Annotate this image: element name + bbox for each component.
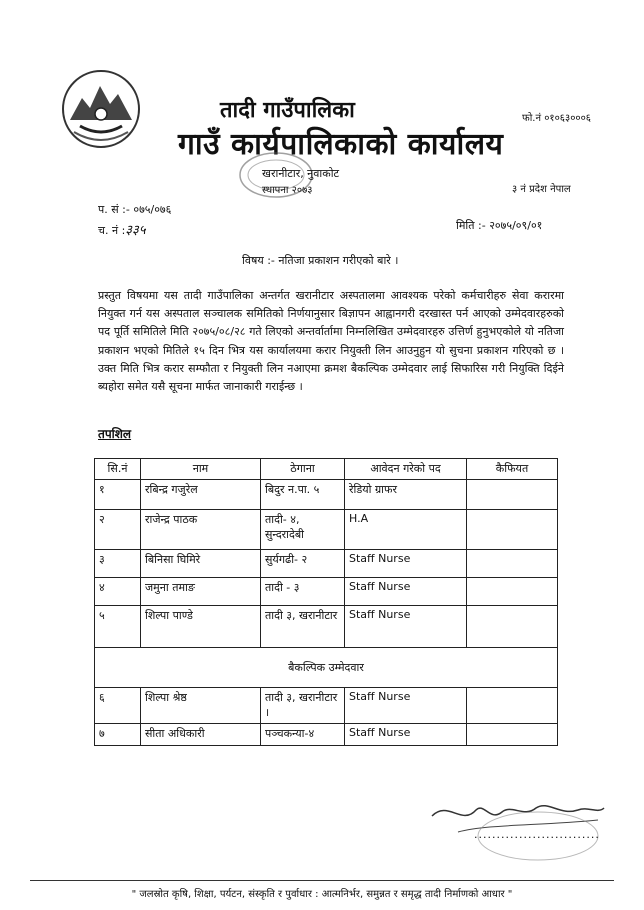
letter-body: प्रस्तुत विषयमा यस तादी गाउँपालिका अन्तर्गत खरानीटार अस्पतालमा आवश्यक परेको कर्मचारीहरु सेवा करारमा नियुक्त गर्न यस अस्पताल सञ्चालक समितिको निर्णयानुसार बिज्ञापन आह्वानगरी दरखास्त पर्न आएको उम्मेदवारहरुको पद पूर्ति समितिले मिति २०७५/०८/२८ गते लिएको अन्तर्वार्तामा निम्नलिखित उम्मेदवारहरु उत्तिर्ण हुनुभएकोले यो नतिजा प्रकाशन भएको मितिले १५ दिन भित्र यस कार्यालयमा करार नियुक्ती लिन आउनुहुन यो सुचना प्रकाशन गरिएको छ । उक्त मिति भित्र करार सम्फौता र नियुक्ती लिन नआएमा क्रमश बैकल्पिक उम्मेदवार लाई सिफारिस गरी नियुक्ति दिईने ब्यहोरा समेत यसै सूचना मार्फत जानाकारी गराईन्छ ।: [98, 289, 564, 394]
table-row: [95, 724, 558, 746]
row-post: H.A: [345, 510, 467, 550]
table-row: [95, 510, 558, 550]
gaupalika-name: तादी गाउँपालिका: [220, 98, 355, 123]
phone-number: फो.नं ०१०६३०००६: [522, 113, 592, 124]
table-row: [95, 578, 558, 606]
row-remarks: [467, 578, 558, 606]
results-table: [94, 458, 558, 746]
row-name: राजेन्द्र पाठक: [141, 510, 261, 550]
letter-subject: विषय :- नतिजा प्रकाशन गरीएको बारे ।: [242, 254, 399, 267]
header-name: नाम: [141, 459, 261, 480]
footer-divider: [30, 880, 614, 881]
office-address: खरानीटार, नुवाकोट: [262, 167, 340, 180]
letter-date: मिति :- २०७५/०९/०१: [456, 219, 543, 232]
row-remarks: [467, 510, 558, 550]
row-sn: ४: [95, 578, 141, 606]
header-address: ठेगाना: [261, 459, 345, 480]
row-sn: २: [95, 510, 141, 550]
office-title: गाउँ कार्यपालिकाको कार्यालय: [178, 127, 504, 162]
established-year: स्थापना २०७३: [262, 185, 313, 196]
header-remarks: कैफियत: [467, 459, 558, 480]
row-name: बिनिसा घिमिरे: [141, 550, 261, 578]
table-row: [95, 480, 558, 510]
row-remarks: [467, 550, 558, 578]
row-address: तादी ३, खरानीटार: [261, 606, 345, 648]
row-address: तादी - ३: [261, 578, 345, 606]
row-remarks: [467, 480, 558, 510]
alternate-label: बैकल्पिक उम्मेदवार: [95, 648, 558, 688]
alternate-section-row: [95, 648, 558, 688]
signature-line: ............................: [474, 828, 600, 841]
chalani-value: ३३५: [125, 223, 146, 238]
header-post: आवेदन गरेको पद: [345, 459, 467, 480]
nepal-emblem-icon: [60, 68, 142, 150]
row-remarks: [467, 688, 558, 724]
row-address: पञ्चकन्या-४: [261, 724, 345, 746]
row-sn: १: [95, 480, 141, 510]
table-row: [95, 606, 558, 648]
footer-motto: " जलस्रोत कृषि, शिक्षा, पर्यटन, संस्कृति र पुर्वाधार : आत्मनिर्भर, समुन्नत र समृद्ध तादी निर्माणको आधार ": [131, 889, 513, 900]
chalani-number: [98, 220, 146, 238]
row-sn: ५: [95, 606, 141, 648]
row-sn: ७: [95, 724, 141, 746]
table-header-row: [95, 459, 558, 480]
row-sn: ६: [95, 688, 141, 724]
province-label: ३ नं प्रदेश नेपाल: [512, 184, 571, 195]
header-sn: सि.नं: [95, 459, 141, 480]
row-address: तादी- ४, सुन्दरादेबी: [261, 510, 345, 550]
table-row: [95, 550, 558, 578]
row-address: तादी ३, खरानीटार ।: [261, 688, 345, 724]
row-name: शिल्पा पाण्डे: [141, 606, 261, 648]
row-name: रबिन्द्र गजुरेल: [141, 480, 261, 510]
row-sn: ३: [95, 550, 141, 578]
table-row: [95, 688, 558, 724]
row-post: Staff Nurse: [345, 550, 467, 578]
row-address: बिदुर न.पा. ५: [261, 480, 345, 510]
tapsil-heading: तपशिल: [98, 427, 132, 441]
row-name: जमुना तमाङ: [141, 578, 261, 606]
row-post: Staff Nurse: [345, 724, 467, 746]
patra-sankhya: प. सं :- ०७५/०७६: [98, 203, 172, 216]
row-name: सीता अधिकारी: [141, 724, 261, 746]
row-remarks: [467, 606, 558, 648]
row-address: सुर्यगढी- २: [261, 550, 345, 578]
row-remarks: [467, 724, 558, 746]
chalani-label: च. नं :: [98, 224, 126, 237]
row-name: शिल्पा श्रेष्ठ: [141, 688, 261, 724]
row-post: Staff Nurse: [345, 578, 467, 606]
row-post: Staff Nurse: [345, 688, 467, 724]
row-post: Staff Nurse: [345, 606, 467, 648]
row-post: रेडियो ग्राफर: [345, 480, 467, 510]
